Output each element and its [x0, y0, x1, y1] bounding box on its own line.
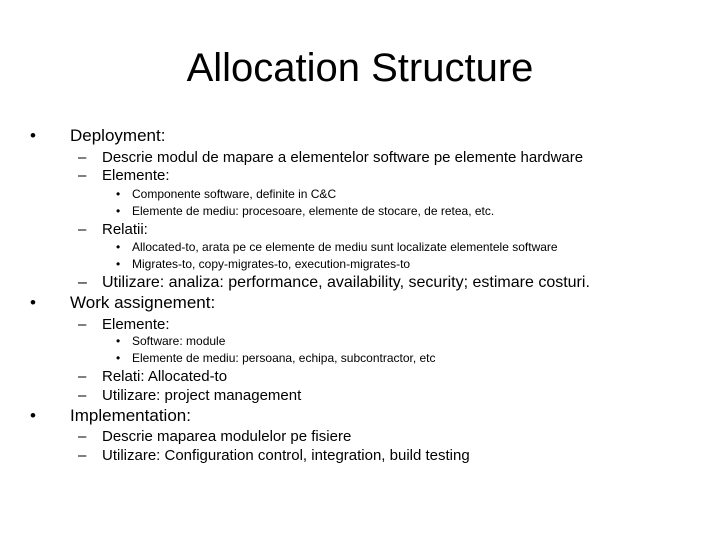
list-item: Allocated-to, arata pe ce elemente de mediu sunt localizate elementele software [132, 240, 558, 254]
sub-bullet: • [116, 257, 121, 271]
list-item: Software: module [132, 334, 226, 348]
list-item: Elemente: [102, 316, 170, 333]
dash-marker: – [78, 167, 87, 184]
dash-marker: – [78, 149, 87, 166]
list-item: Utilizare: Configuration control, integration, build testing [102, 447, 470, 464]
list-item: Componente software, definite in C&C [132, 187, 337, 201]
heading-deployment: Deployment: [70, 126, 166, 145]
sub-bullet: • [116, 334, 121, 348]
list-item: Elemente: [102, 167, 170, 184]
dash-marker: – [78, 387, 87, 404]
list-item: Relatii: [102, 221, 148, 238]
sub-bullet: • [116, 240, 121, 254]
bullet-1: • [30, 126, 36, 145]
slide-title: Allocation Structure [186, 46, 534, 90]
dash-marker: – [78, 221, 87, 238]
dash-marker: – [78, 428, 87, 445]
bullet-2: • [30, 293, 36, 312]
dash-marker: – [78, 447, 87, 464]
dash-marker: – [78, 274, 87, 291]
dash-marker: – [78, 368, 87, 385]
list-item: Elemente de mediu: persoana, echipa, subcontractor, etc [132, 351, 436, 365]
list-item: Relati: Allocated-to [102, 368, 228, 385]
sub-bullet: • [116, 187, 121, 201]
bullet-3: • [30, 406, 36, 425]
heading-work-assignement: Work assignement: [70, 293, 216, 312]
list-item: Migrates-to, copy-migrates-to, execution-migrates-to [132, 257, 411, 271]
list-item: Descrie maparea modulelor pe fisiere [102, 428, 352, 445]
list-item: Utilizare: analiza: performance, availability, security; estimare costuri. [102, 274, 590, 291]
list-item: Elemente de mediu: procesoare, elemente de stocare, de retea, etc. [132, 204, 495, 218]
heading-implementation: Implementation: [70, 406, 191, 425]
dash-marker: – [78, 316, 87, 333]
list-item: Descrie modul de mapare a elementelor software pe elemente hardware [102, 149, 584, 166]
sub-bullet: • [116, 351, 121, 365]
list-item: Utilizare: project management [102, 387, 302, 404]
sub-bullet: • [116, 204, 121, 218]
